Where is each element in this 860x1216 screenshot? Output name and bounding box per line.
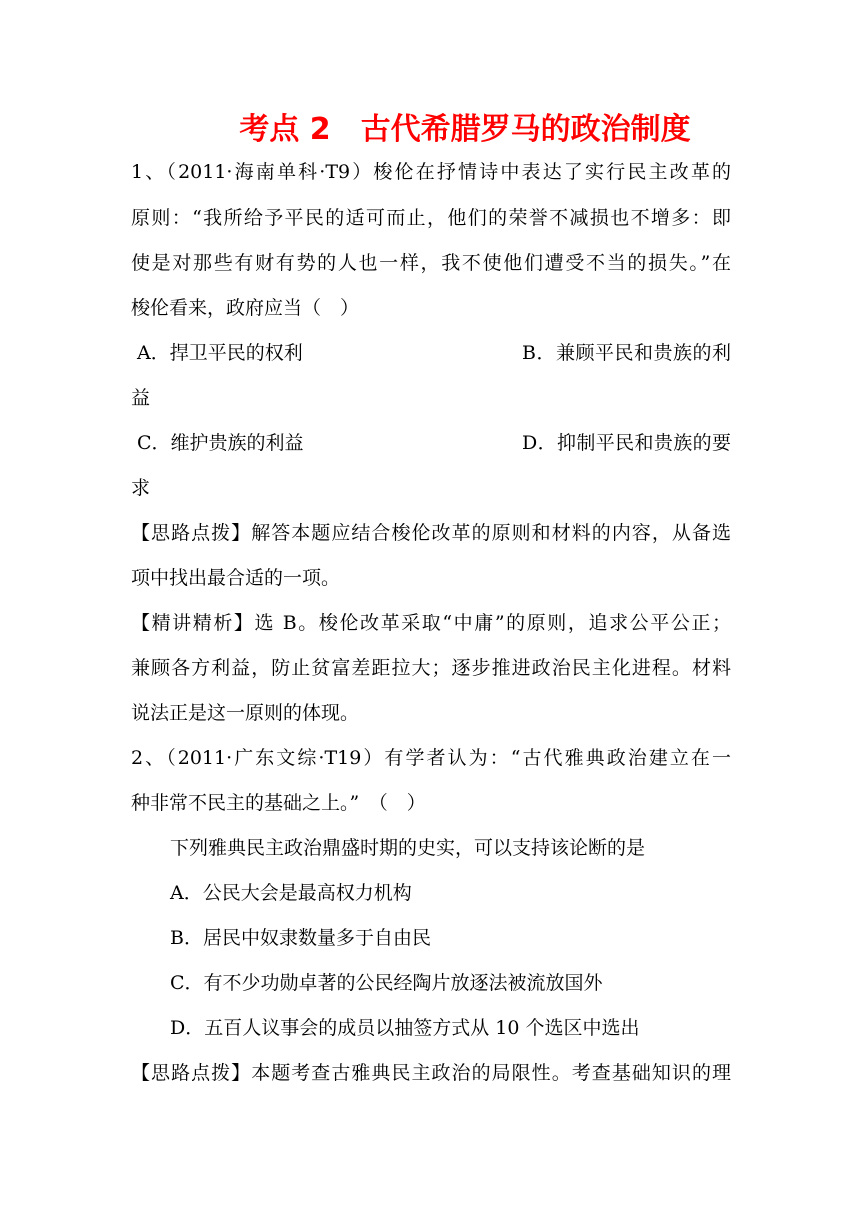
question-1-analysis-line-2: 兼顾各方利益，防止贫富差距拉大；逐步推进政治民主化进程。材料 bbox=[131, 657, 731, 679]
question-2-option-c: C．有不少功勋卓著的公民经陶片放逐法被流放国外 bbox=[170, 972, 603, 994]
question-2-option-d: D．五百人议事会的成员以抽签方式从 10 个选区中选出 bbox=[170, 1017, 640, 1039]
question-1-option-d-continuation: 求 bbox=[131, 477, 151, 499]
page-title: 考点 2 古代希腊罗马的政治制度 bbox=[239, 112, 691, 147]
question-1-option-a: A．捍卫平民的权利 bbox=[137, 342, 303, 364]
question-1-option-b: B．兼顾平民和贵族的利 bbox=[522, 342, 731, 364]
question-1-hint-line-1: 【思路点拨】解答本题应结合梭伦改革的原则和材料的内容，从备选 bbox=[131, 522, 731, 544]
question-1-option-b-continuation: 益 bbox=[131, 387, 151, 409]
question-1-line-1: 1、（2011·海南单科·T9）梭伦在抒情诗中表达了实行民主改革的 bbox=[131, 161, 731, 183]
question-2-hint-line-1: 【思路点拨】本题考查古雅典民主政治的局限性。考查基础知识的理 bbox=[131, 1062, 731, 1084]
question-2-line-2: 种非常不民主的基础之上。” （ ） bbox=[131, 792, 426, 814]
question-2-line-1: 2、（2011·广东文综·T19）有学者认为：“古代雅典政治建立在一 bbox=[131, 747, 731, 769]
question-1-analysis-line-3: 说法正是这一原则的体现。 bbox=[131, 702, 360, 724]
question-1-line-4: 梭伦看来，政府应当（ ） bbox=[131, 297, 360, 319]
question-1-option-d: D．抑制平民和贵族的要 bbox=[522, 432, 731, 454]
question-1-line-2: 原则：“我所给予平民的适可而止，他们的荣誉不减损也不增多：即 bbox=[131, 207, 731, 229]
question-1-option-c: C．维护贵族的利益 bbox=[137, 432, 304, 454]
question-1-analysis-line-1: 【精讲精析】选 B。梭伦改革采取“中庸”的原则，追求公平公正； bbox=[131, 612, 731, 634]
question-1-hint-line-2: 项中找出最合适的一项。 bbox=[131, 567, 341, 589]
question-2-stem: 下列雅典民主政治鼎盛时期的史实，可以支持该论断的是 bbox=[170, 837, 646, 859]
question-1-line-3: 使是对那些有财有势的人也一样，我不使他们遭受不当的损失。”在 bbox=[131, 252, 731, 274]
question-2-option-b: B．居民中奴隶数量多于自由民 bbox=[170, 927, 431, 949]
question-2-option-a: A．公民大会是最高权力机构 bbox=[170, 882, 412, 904]
